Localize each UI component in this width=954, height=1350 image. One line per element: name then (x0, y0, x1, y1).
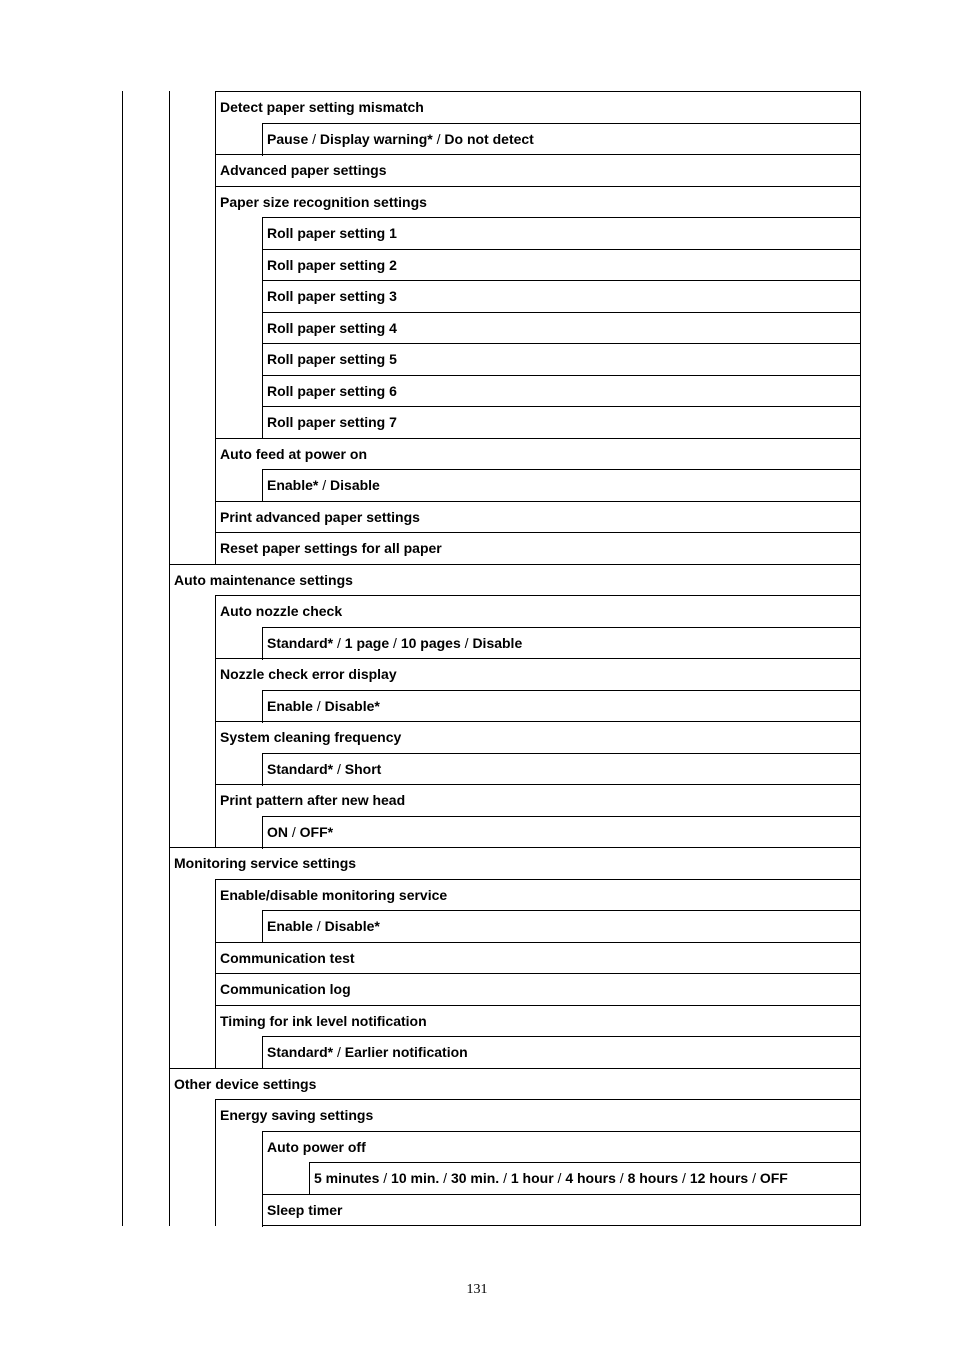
table-border (860, 91, 861, 1226)
setting-label (267, 1202, 342, 1218)
setting-option: Disable (472, 635, 523, 651)
table-row (215, 186, 861, 217)
table-row (215, 879, 861, 910)
table-border (262, 816, 263, 849)
table-row (262, 469, 861, 500)
setting-option: Earlier notification (344, 1044, 468, 1060)
table-row (215, 784, 861, 815)
setting-option: Energy saving settings (220, 1107, 374, 1123)
table-row (215, 595, 861, 626)
table-border (262, 690, 263, 723)
setting-label (174, 1076, 316, 1092)
table-border (309, 1162, 310, 1195)
setting-option: Auto nozzle check (220, 603, 343, 619)
table-row (262, 1131, 861, 1162)
setting-option: Enable (267, 698, 313, 714)
table-border (215, 879, 216, 1069)
page-number: 131 (466, 1282, 488, 1297)
setting-option: OFF* (299, 824, 334, 840)
table-row (262, 123, 861, 154)
setting-option: 8 hours (627, 1170, 679, 1186)
table-border (262, 217, 263, 439)
setting-label (220, 162, 387, 178)
setting-option: Roll paper setting 1 (267, 225, 397, 241)
table-row (262, 375, 861, 406)
setting-option: Disable (330, 477, 380, 493)
setting-label (267, 414, 397, 430)
setting-option: Display warning* (319, 131, 433, 147)
setting-option: 30 min. (450, 1170, 500, 1186)
table-row (262, 816, 861, 847)
setting-label (220, 446, 367, 462)
setting-label (267, 257, 397, 273)
setting-option: Enable* (267, 477, 319, 493)
option-separator: / (312, 698, 325, 714)
option-separator: / (288, 824, 300, 840)
setting-label (267, 477, 380, 493)
table-row (262, 1036, 861, 1067)
setting-label (174, 572, 353, 588)
option-separator: / (432, 131, 445, 147)
table-row (215, 501, 861, 532)
option-separator: / (439, 1170, 451, 1186)
setting-label (220, 666, 397, 682)
setting-label (174, 855, 356, 871)
setting-option: Disable* (324, 918, 380, 934)
setting-option: Paper size recognition settings (220, 194, 427, 210)
setting-label (267, 824, 333, 840)
table-border (262, 469, 263, 502)
setting-label (220, 194, 427, 210)
table-row (262, 249, 861, 280)
setting-label (220, 99, 424, 115)
setting-label (267, 1044, 468, 1060)
setting-label (267, 351, 397, 367)
setting-option: 12 hours (689, 1170, 749, 1186)
table-row (262, 627, 861, 658)
option-separator: / (333, 761, 345, 777)
setting-option: Advanced paper settings (220, 162, 387, 178)
option-separator: / (318, 477, 331, 493)
table-row (215, 438, 861, 469)
setting-option: Roll paper setting 3 (267, 288, 397, 304)
option-separator: / (499, 1170, 511, 1186)
option-separator: / (312, 918, 325, 934)
table-row (262, 406, 861, 437)
setting-option: Print pattern after new head (220, 792, 406, 808)
table-row (215, 91, 861, 122)
setting-option: 10 pages (400, 635, 461, 651)
option-separator: / (615, 1170, 628, 1186)
table-row (262, 690, 861, 721)
table-border (262, 1036, 263, 1069)
table-row (309, 1162, 861, 1193)
setting-label (220, 1013, 427, 1029)
setting-option: 1 page (344, 635, 390, 651)
table-row (262, 343, 861, 374)
setting-label (267, 383, 397, 399)
setting-label (267, 225, 397, 241)
setting-option: Auto feed at power on (220, 446, 367, 462)
setting-label (267, 761, 381, 777)
setting-option: Detect paper setting mismatch (220, 99, 424, 115)
option-separator: / (748, 1170, 760, 1186)
table-row (169, 564, 861, 595)
setting-label (314, 1170, 788, 1186)
table-row (215, 973, 861, 1004)
table-row (262, 910, 861, 941)
setting-label (267, 320, 397, 336)
setting-label (220, 792, 405, 808)
option-separator: / (308, 131, 320, 147)
setting-option: 10 min. (391, 1170, 440, 1186)
setting-option: Roll paper setting 7 (267, 414, 397, 430)
setting-label (220, 981, 351, 997)
setting-option: 4 hours (565, 1170, 616, 1186)
setting-label (267, 131, 534, 147)
option-separator: / (333, 1044, 345, 1060)
table-row (262, 753, 861, 784)
setting-option: ON (267, 824, 288, 840)
table-row (215, 154, 861, 185)
table-row (262, 280, 861, 311)
setting-option: 5 minutes (314, 1170, 380, 1186)
setting-label (267, 635, 522, 651)
setting-label (220, 509, 420, 525)
setting-option: Roll paper setting 4 (267, 320, 397, 336)
setting-label (220, 950, 355, 966)
table-border (215, 91, 216, 565)
option-separator: / (553, 1170, 566, 1186)
setting-label (220, 603, 342, 619)
table-border (262, 627, 263, 660)
setting-option: Short (344, 761, 382, 777)
table-row (262, 1194, 861, 1226)
setting-option: Timing for ink level notification (220, 1013, 427, 1029)
setting-label (267, 288, 397, 304)
table-row (215, 1099, 861, 1130)
table-border (262, 1131, 263, 1227)
option-separator: / (678, 1170, 690, 1186)
table-border (215, 1099, 216, 1226)
option-separator: / (379, 1170, 392, 1186)
table-border (169, 91, 170, 1226)
table-border (262, 753, 263, 786)
table-row (215, 942, 861, 973)
setting-label (220, 887, 447, 903)
table-border (262, 123, 263, 156)
setting-label (267, 698, 380, 714)
setting-option: Roll paper setting 6 (267, 383, 397, 399)
setting-option: Monitoring service settings (174, 855, 357, 871)
table-row (215, 532, 861, 563)
table-row (215, 658, 861, 689)
setting-option: Auto maintenance settings (174, 572, 353, 588)
setting-option: Reset paper settings for all paper (220, 540, 442, 556)
table-border (262, 910, 263, 943)
option-separator: / (460, 635, 473, 651)
setting-label (220, 1107, 373, 1123)
table-row (215, 1005, 861, 1036)
setting-option: Auto power off (267, 1139, 366, 1155)
table-row (169, 1068, 861, 1099)
setting-option: Roll paper setting 5 (267, 351, 397, 367)
table-border (215, 595, 216, 848)
option-separator: / (333, 635, 345, 651)
setting-option: Standard* (267, 1044, 334, 1060)
setting-option: Pause (267, 131, 309, 147)
setting-option: Roll paper setting 2 (267, 257, 397, 273)
option-separator: / (389, 635, 401, 651)
setting-option: Standard* (267, 761, 334, 777)
table-row (262, 217, 861, 248)
setting-option: Disable* (324, 698, 380, 714)
table-border (122, 91, 123, 1226)
setting-option: Print advanced paper settings (220, 509, 420, 525)
table-row (262, 312, 861, 343)
setting-option: Sleep timer (267, 1202, 343, 1218)
setting-option: System cleaning frequency (220, 729, 402, 745)
setting-label (220, 729, 401, 745)
setting-option: Enable (267, 918, 313, 934)
setting-option: Standard* (267, 635, 334, 651)
table-row (169, 847, 861, 878)
setting-label (267, 1139, 366, 1155)
setting-option: Other device settings (174, 1076, 317, 1092)
setting-option: OFF (759, 1170, 788, 1186)
setting-option: Enable/disable monitoring service (220, 887, 448, 903)
table-row (215, 721, 861, 752)
setting-label (267, 918, 380, 934)
setting-label (220, 540, 442, 556)
setting-option: 1 hour (510, 1170, 554, 1186)
setting-option: Communication log (220, 981, 351, 997)
setting-option: Nozzle check error display (220, 666, 397, 682)
setting-option: Communication test (220, 950, 355, 966)
setting-option: Do not detect (444, 131, 534, 147)
